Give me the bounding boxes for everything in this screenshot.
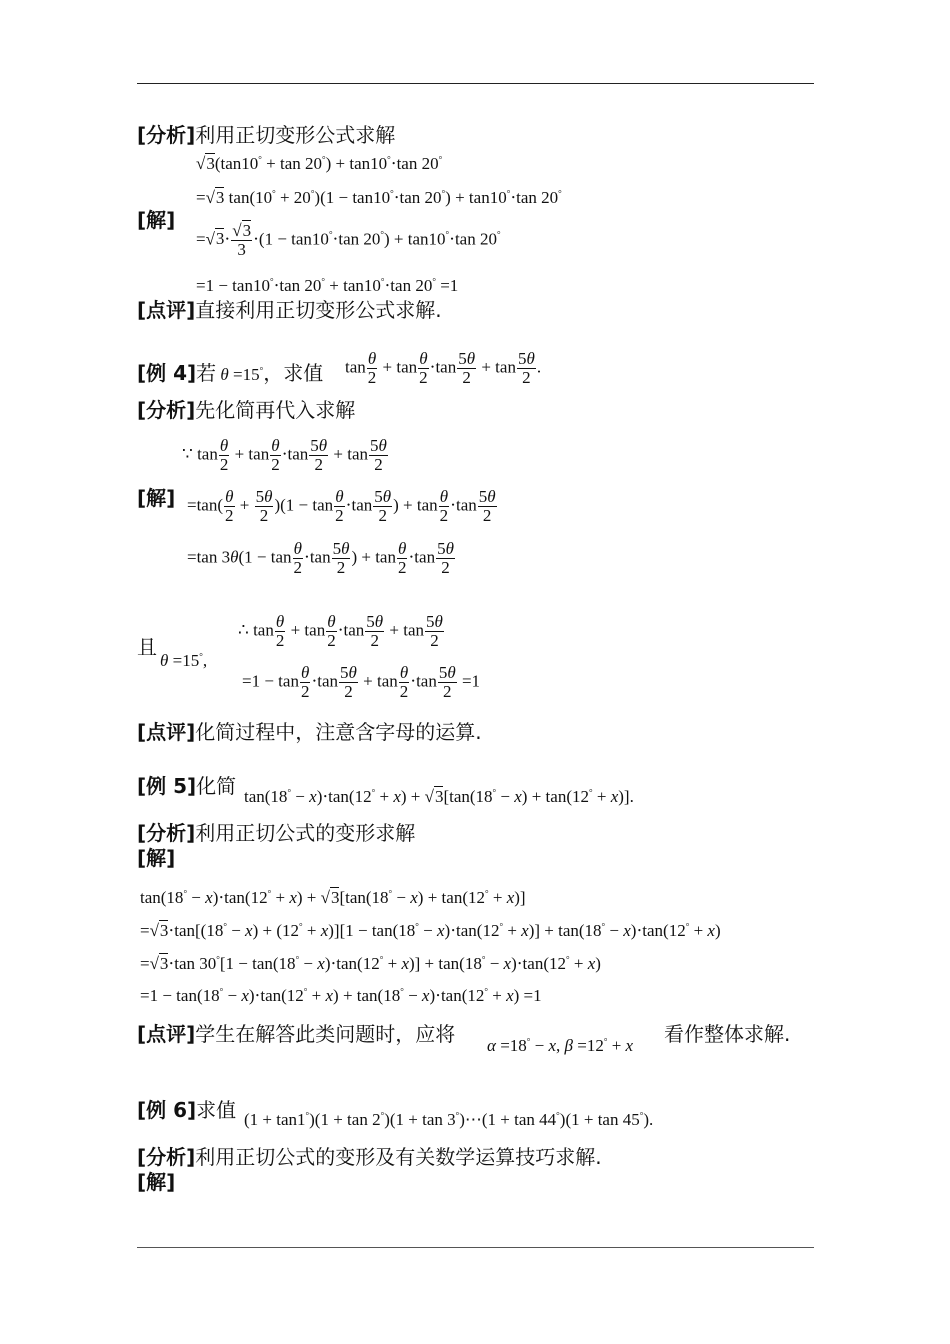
ex5-solution-line-3: =√3⋅tan 30°[1 − tan(18° − x)⋅tan(12° + x)] + tan(18° − x)⋅tan(12° + x) [140,954,601,973]
ex5-comment-end: 看作整体求解. [664,1022,791,1046]
ex4-theta-value: θ =15°, [160,651,208,670]
ex5-expression: tan(18° − x)⋅tan(12° + x) + √3[tan(18° − x) + tan(12° + x)]. [244,787,634,806]
ex4-analysis: [分析]先化简再代入求解 [137,398,356,422]
ex5-analysis: [分析]利用正切公式的变形求解 [137,821,416,845]
ex4-comment: [点评]化简过程中，注意含字母的运算. [137,720,482,744]
ex4-solution-line-2: =tan( $\frac{\theta}{2}$ + $\frac{5\theta}{2}$ )(1 − tan $\frac{\theta}{2}$ ⋅tan $\frac{5\theta}{2}$ ) + tan $\frac{\theta}{2}$ ⋅tan $\frac{5\theta}{2}$ [187,487,496,525]
ex4-solution-line-4: ∴ tan $\frac{\theta}{2}$ + tan $\frac{\theta}{2}$ ⋅tan $\frac{5\theta}{2}$ + tan $\frac{5\theta}{2}$ [238,612,443,650]
ex5-question: [例 5]化简 [137,774,237,798]
intro-formula-line-3: =√3⋅ $\frac{√3}{3}$ ⋅(1 − tan10°⋅tan 20°) + tan10°⋅tan 20° [196,221,501,259]
intro-formula-line-4: =1 − tan10°⋅tan 20° + tan10°⋅tan 20° =1 [196,276,459,295]
ex6-expression: (1 + tan1°)(1 + tan 2°)(1 + tan 3°)⋯(1 + tan 44°)(1 + tan 45°). [244,1110,654,1129]
ex5-solution-label: [解] [137,846,176,870]
ex5-solution-line-1: tan(18° − x)⋅tan(12° + x) + √3[tan(18° − x) + tan(12° + x)] [140,888,526,907]
ex4-expression: tan $\frac{\theta}{2}$ + tan $\frac{\theta}{2}$ ⋅tan $\frac{5\theta}{2}$ + tan $\frac{5\theta}{2}$ . [345,349,542,387]
intro-solution-label: [解] [137,208,176,232]
ex4-solution-label: [解] [137,486,176,510]
ex4-solution-line-1: ∵ tan $\frac{\theta}{2}$ + tan $\frac{\theta}{2}$ ⋅tan $\frac{5\theta}{2}$ + tan $\frac{5\theta}{2}$ [182,436,387,474]
ex6-question: [例 6]求值 [137,1098,237,1122]
ex4-solution-line-5: =1 − tan $\frac{\theta}{2}$ ⋅tan $\frac{5\theta}{2}$ + tan $\frac{\theta}{2}$ ⋅tan $\frac{5\theta}{2}$ =1 [242,663,481,701]
ex4-and-label: 且 [137,635,157,659]
header-rule [137,83,814,84]
ex6-solution-label: [解] [137,1170,176,1194]
ex4-question: [例 4]若 θ =15°，求值 [137,361,324,385]
footer-rule [137,1247,814,1248]
intro-formula-line-2: =√3 tan(10° + 20°)(1 − tan10°⋅tan 20°) + tan10°⋅tan 20° [196,188,562,207]
ex5-solution-line-4: =1 − tan(18° − x)⋅tan(12° + x) + tan(18° − x)⋅tan(12° + x) =1 [140,986,542,1005]
intro-formula-line-1: √3(tan10° + tan 20°) + tan10°⋅tan 20° [196,154,443,173]
intro-comment: [点评]直接利用正切变形公式求解. [137,298,442,322]
intro-analysis: [分析]利用正切变形公式求解 [137,123,396,147]
ex4-solution-line-3: =tan 3θ(1 − tan $\frac{\theta}{2}$ ⋅tan $\frac{5\theta}{2}$ ) + tan $\frac{\theta}{2}$ ⋅tan $\frac{5\theta}{2}$ [187,539,454,577]
ex5-solution-line-2: =√3⋅tan[(18° − x) + (12° + x)][1 − tan(18° − x)⋅tan(12° + x)] + tan(18° − x)⋅tan(12° + x) [140,921,721,940]
ex6-analysis: [分析]利用正切公式的变形及有关数学运算技巧求解. [137,1145,602,1169]
ex5-comment: [点评]学生在解答此类问题时，应将 [137,1022,456,1046]
ex5-comment-formula: α =18° − x, β =12° + x [487,1036,634,1055]
